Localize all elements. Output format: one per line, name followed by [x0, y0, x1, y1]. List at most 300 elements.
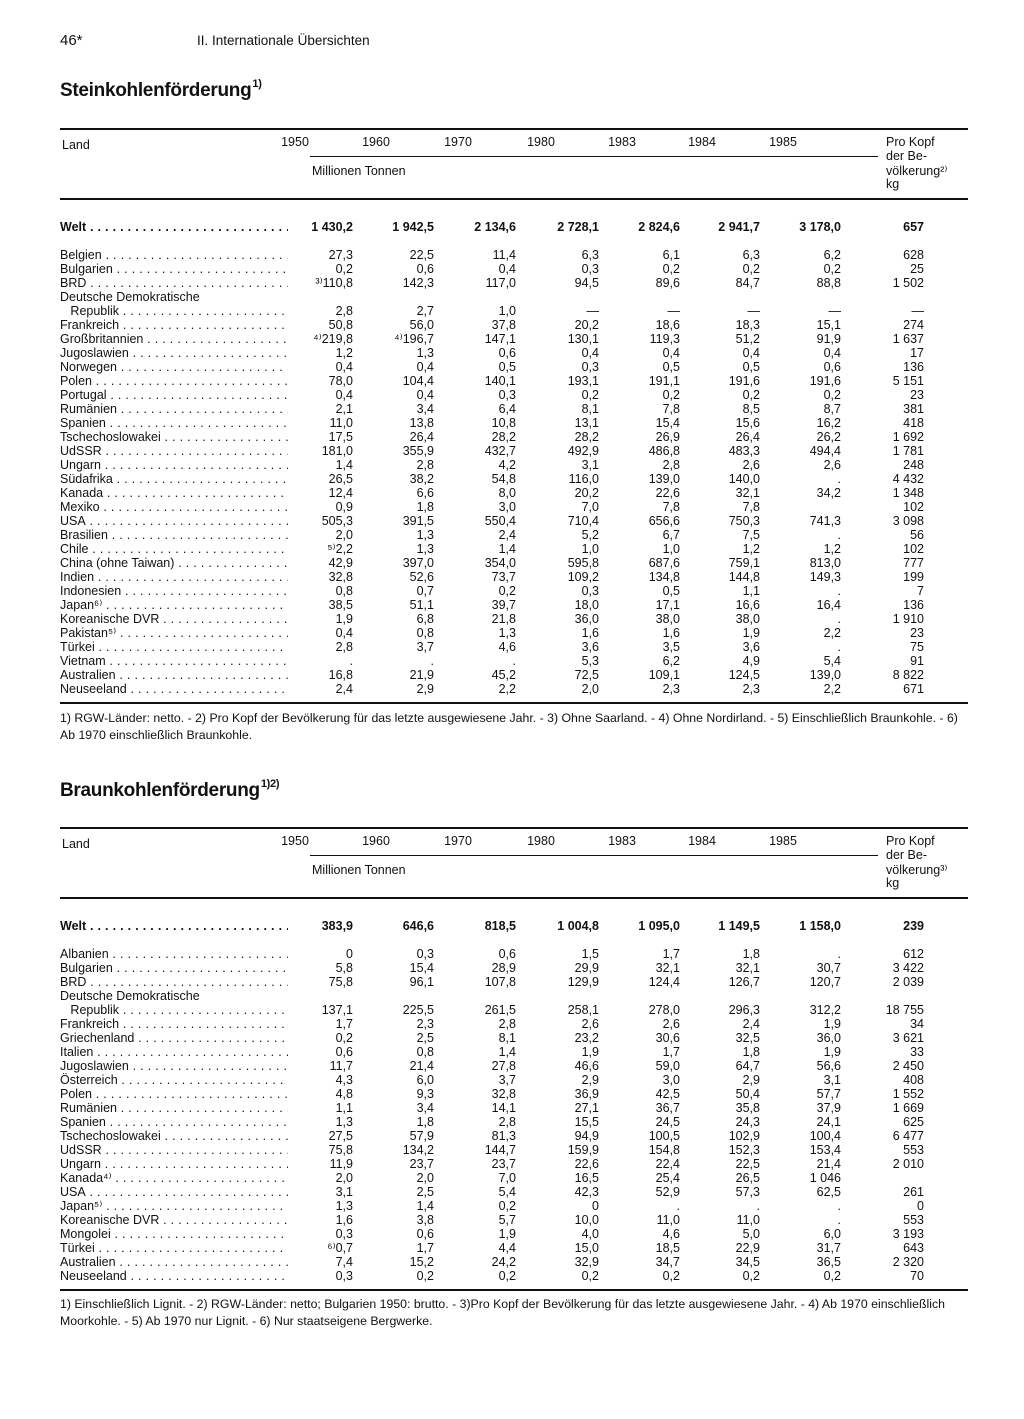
row-label: Polen . . .: [60, 1087, 288, 1101]
row-label: China (ohne Taiwan) . . .: [60, 556, 288, 570]
table-row: [60, 1073, 968, 1087]
row-label: Ungarn . . .: [60, 458, 288, 472]
cell-value: 18,3: [735, 318, 760, 332]
cell-value: 18,5: [655, 1241, 680, 1255]
cell-value: 36,7: [655, 1101, 680, 1115]
cell-value: 129,9: [567, 975, 599, 989]
cell-value: 34: [910, 1017, 924, 1031]
cell-value: 32,9: [574, 1255, 599, 1269]
row-label: Mexiko . . .: [60, 500, 288, 514]
table-row: [60, 1087, 968, 1101]
cell-value: 2,1: [335, 402, 353, 416]
row-label: Großbritannien . . .: [60, 332, 288, 346]
cell-value: 7,8: [662, 402, 680, 416]
cell-value: 1,3: [416, 346, 434, 360]
cell-value: 3,5: [662, 640, 680, 654]
cell-value: 6,3: [742, 248, 760, 262]
cell-value: 657: [903, 220, 924, 234]
row-label: Neuseeland . . .: [60, 1269, 288, 1283]
cell-value: 4,6: [498, 640, 516, 654]
cell-value: 11,0: [329, 416, 353, 430]
cell-value: 91,9: [816, 332, 841, 346]
cell-value: 0,3: [581, 584, 599, 598]
cell-value: 27,3: [328, 248, 353, 262]
cell-value: 15,4: [655, 416, 680, 430]
column-header-year: 1984: [688, 834, 716, 848]
cell-value: 0,6: [416, 262, 434, 276]
cell-value: 32,1: [655, 961, 680, 975]
cell-value: 29,9: [574, 961, 599, 975]
cell-value: 6,6: [416, 486, 434, 500]
cell-value: 0,4: [335, 388, 353, 402]
cell-value: 486,8: [648, 444, 680, 458]
row-label: USA . . .: [60, 514, 288, 528]
cell-value: 15,0: [574, 1241, 599, 1255]
cell-value: 26,5: [735, 1171, 760, 1185]
row-label: BRD . . .: [60, 276, 288, 290]
cell-value: 239: [903, 919, 924, 933]
table-row: [60, 1227, 968, 1241]
table-row: [60, 262, 968, 276]
cell-value: 1,1: [742, 584, 760, 598]
cell-value: 3,4: [416, 1101, 434, 1115]
footnotes-steinkohle: 1) RGW-Länder: netto. - 2) Pro Kopf der Bevölkerung für das letzte ausgewiesene Jahr. - 3) Ohne Saarland. - 4) Ohne Nordirland. - 5) Einschließlich Braunkohle. - 6) Ab 1970 einschließlich Braunkohle.: [60, 711, 958, 742]
cell-value: 191,6: [809, 374, 841, 388]
cell-value: 140,0: [728, 472, 760, 486]
table-row: [60, 1115, 968, 1129]
cell-value: 0,9: [335, 500, 353, 514]
cell-value: 23,2: [574, 1031, 599, 1045]
unit-label: Millionen Tonnen: [312, 863, 406, 877]
cell-value: 144,8: [728, 570, 760, 584]
cell-value: 59,0: [655, 1059, 680, 1073]
table-row: [60, 248, 968, 262]
cell-value: 21,4: [816, 1157, 841, 1171]
row-label: Republik . . .: [60, 1003, 288, 1017]
cell-value: 45,2: [491, 668, 516, 682]
cell-value: 33: [910, 1045, 924, 1059]
cell-value: 2,0: [416, 1171, 434, 1185]
row-label: Tschechoslowakei . . .: [60, 430, 288, 444]
cell-value: 656,6: [648, 514, 680, 528]
cell-value: 3 178,0: [799, 220, 841, 234]
table-row: [60, 1003, 968, 1017]
cell-value: 397,0: [402, 556, 434, 570]
cell-value: 225,5: [402, 1003, 434, 1017]
cell-value: 0,4: [662, 346, 680, 360]
table-row: [60, 584, 968, 598]
cell-value: 595,8: [567, 556, 599, 570]
cell-value: 1 149,5: [718, 919, 760, 933]
cell-value: 0,2: [335, 1031, 353, 1045]
cell-value: 0,3: [581, 262, 599, 276]
cell-value: 75,8: [328, 975, 353, 989]
cell-value: 181,0: [321, 444, 353, 458]
cell-value: 116,0: [568, 472, 599, 486]
cell-value: 0,4: [335, 360, 353, 374]
cell-value: 193,1: [567, 374, 599, 388]
table-row: [60, 1143, 968, 1157]
table-row: [60, 1129, 968, 1143]
cell-value: 0,2: [498, 1199, 516, 1213]
cell-value: 2,9: [416, 682, 434, 696]
cell-value: 1,9: [742, 626, 760, 640]
table-title-braunkohle: Braunkohlenförderung$^{1)2)}$: [60, 778, 280, 801]
table-row: [60, 682, 968, 696]
cell-value: 671: [903, 682, 924, 696]
cell-value: 0,7: [416, 584, 434, 598]
cell-value: 6,4: [498, 402, 516, 416]
cell-value: ⁶⁾0,7: [327, 1241, 353, 1255]
cell-value: —: [667, 304, 680, 318]
row-label: Türkei . . .: [60, 1241, 288, 1255]
cell-value: 0,5: [662, 584, 680, 598]
cell-value: 0,8: [416, 1045, 434, 1059]
cell-value: 3,1: [823, 1073, 841, 1087]
cell-value: 5,3: [581, 654, 599, 668]
cell-value: 15,6: [735, 416, 760, 430]
cell-value: 7,0: [581, 500, 599, 514]
cell-value: 10,8: [491, 416, 516, 430]
cell-value: 37,9: [816, 1101, 841, 1115]
cell-value: 24,5: [655, 1115, 680, 1129]
cell-value: 2,5: [416, 1185, 434, 1199]
cell-value: .: [349, 654, 353, 668]
cell-value: 0,6: [823, 360, 841, 374]
column-header-per-capita: der Be-: [886, 149, 927, 163]
cell-value: 4 432: [892, 472, 924, 486]
cell-value: 759,1: [728, 556, 760, 570]
cell-value: 126,7: [728, 975, 760, 989]
cell-value: 1,4: [498, 542, 516, 556]
cell-value: 17,1: [655, 598, 680, 612]
row-label: Chile . . .: [60, 542, 288, 556]
cell-value: 13,1: [574, 416, 599, 430]
cell-value: 62,5: [816, 1185, 841, 1199]
cell-value: 57,9: [409, 1129, 434, 1143]
table-row: [60, 542, 968, 556]
cell-value: 296,3: [728, 1003, 760, 1017]
cell-value: 2,6: [662, 1017, 680, 1031]
cell-value: 1,2: [335, 346, 353, 360]
cell-value: 7: [917, 584, 924, 598]
table-row: [60, 975, 968, 989]
row-label: Indonesien . . .: [60, 584, 288, 598]
cell-value: 1,8: [742, 1045, 760, 1059]
cell-value: 102: [903, 500, 924, 514]
cell-value: 505,3: [321, 514, 353, 528]
cell-value: 550,4: [484, 514, 516, 528]
cell-value: 22,4: [655, 1157, 680, 1171]
cell-value: 16,5: [574, 1171, 599, 1185]
cell-value: 432,7: [484, 444, 516, 458]
cell-value: 1,2: [823, 542, 841, 556]
table-row: [60, 1171, 968, 1185]
cell-value: 261: [903, 1185, 924, 1199]
cell-value: 8,0: [498, 486, 516, 500]
cell-value: 199: [903, 570, 924, 584]
table-row: [60, 947, 968, 961]
cell-value: 625: [903, 1115, 924, 1129]
cell-value: —: [911, 304, 924, 318]
cell-value: 8,7: [823, 402, 841, 416]
cell-value: 2,4: [742, 1017, 760, 1031]
row-label: Deutsche Demokratische: [60, 989, 200, 1003]
table-row: [60, 1101, 968, 1115]
cell-value: 27,8: [491, 1059, 516, 1073]
cell-value: 3 422: [892, 961, 924, 975]
cell-value: 139,0: [809, 668, 841, 682]
column-header-year: 1983: [608, 834, 636, 848]
cell-value: 0,2: [335, 262, 353, 276]
cell-value: 0,2: [662, 388, 680, 402]
cell-value: 20,2: [574, 318, 599, 332]
cell-value: 0,2: [581, 388, 599, 402]
cell-value: 2,8: [335, 304, 353, 318]
cell-value: .: [837, 584, 841, 598]
table-row: [60, 1241, 968, 1255]
cell-value: 0,3: [335, 1269, 353, 1283]
cell-value: 0,4: [581, 346, 599, 360]
column-header-year: 1960: [362, 834, 390, 848]
cell-value: 38,5: [328, 598, 353, 612]
cell-value: 100,4: [809, 1129, 841, 1143]
table-row-world: [60, 220, 968, 234]
cell-value: .: [837, 1213, 841, 1227]
cell-value: 418: [903, 416, 924, 430]
table-row: [60, 612, 968, 626]
row-label: Italien . . .: [60, 1045, 288, 1059]
cell-value: 6,2: [823, 248, 841, 262]
cell-value: 312,2: [809, 1003, 841, 1017]
cell-value: 6,1: [662, 248, 680, 262]
cell-value: 191,1: [648, 374, 680, 388]
cell-value: 7,5: [742, 528, 760, 542]
cell-value: 119,3: [649, 332, 680, 346]
cell-value: 0,4: [742, 346, 760, 360]
cell-value: 64,7: [735, 1059, 760, 1073]
cell-value: 7,8: [662, 500, 680, 514]
cell-value: 3,0: [662, 1073, 680, 1087]
row-label: Frankreich . . .: [60, 318, 288, 332]
cell-value: 1,3: [498, 626, 516, 640]
table-row: [60, 472, 968, 486]
cell-value: 16,4: [816, 598, 841, 612]
cell-value: 7,0: [498, 1171, 516, 1185]
cell-value: 21,4: [409, 1059, 434, 1073]
cell-value: 4,0: [581, 1227, 599, 1241]
cell-value: 11,9: [329, 1157, 353, 1171]
header-mid-rule: [310, 156, 878, 157]
cell-value: 0,2: [498, 1269, 516, 1283]
cell-value: .: [837, 612, 841, 626]
cell-value: 391,5: [402, 514, 434, 528]
cell-value: 32,8: [491, 1087, 516, 1101]
cell-value: 31,7: [816, 1241, 841, 1255]
cell-value: 24,1: [816, 1115, 841, 1129]
cell-value: 2 824,6: [638, 220, 680, 234]
table-bottom-rule: [60, 1289, 968, 1291]
column-header-per-capita: Pro Kopf: [886, 834, 935, 848]
cell-value: 0,4: [823, 346, 841, 360]
table-row: [60, 486, 968, 500]
cell-value: 130,1: [567, 332, 599, 346]
row-label: Republik . . .: [60, 304, 288, 318]
cell-value: 813,0: [809, 556, 841, 570]
table-steinkohle: [60, 128, 968, 698]
row-label: Jugoslawien . . .: [60, 346, 288, 360]
cell-value: 22,5: [409, 248, 434, 262]
cell-value: 26,9: [655, 430, 680, 444]
cell-value: 56,6: [816, 1059, 841, 1073]
cell-value: 22,6: [655, 486, 680, 500]
column-header-per-capita: kg: [886, 177, 900, 191]
row-label: UdSSR . . .: [60, 1143, 288, 1157]
cell-value: 741,3: [809, 514, 841, 528]
cell-value: 483,3: [728, 444, 760, 458]
cell-value: 2,3: [416, 1017, 434, 1031]
column-header-land: Land: [62, 138, 90, 152]
column-header-year: 1985: [769, 135, 797, 149]
cell-value: 20,2: [574, 486, 599, 500]
cell-value: 2,2: [823, 626, 841, 640]
cell-value: 7,4: [335, 1255, 353, 1269]
cell-value: 6,0: [823, 1227, 841, 1241]
table-row: [60, 1031, 968, 1045]
cell-value: 15,4: [409, 961, 434, 975]
cell-value: 159,9: [567, 1143, 599, 1157]
cell-value: —: [828, 304, 841, 318]
cell-value: 2,0: [581, 682, 599, 696]
cell-value: 144,7: [484, 1143, 516, 1157]
cell-value: 136: [903, 598, 924, 612]
cell-value: 8,5: [742, 402, 760, 416]
cell-value: 646,6: [402, 919, 434, 933]
cell-value: 1,3: [416, 528, 434, 542]
cell-value: 34,2: [816, 486, 841, 500]
cell-value: 1,9: [823, 1017, 841, 1031]
table-row: [60, 444, 968, 458]
cell-value: 1,0: [498, 304, 516, 318]
cell-value: 140,1: [484, 374, 516, 388]
cell-value: 355,9: [402, 444, 434, 458]
row-label: Österreich . . .: [60, 1073, 288, 1087]
cell-value: 28,9: [491, 961, 516, 975]
row-label: Welt . . .: [60, 220, 288, 234]
cell-value: 15,5: [574, 1115, 599, 1129]
cell-value: 57,3: [735, 1185, 760, 1199]
table-row: [60, 500, 968, 514]
cell-value: 24,3: [735, 1115, 760, 1129]
table-row: [60, 374, 968, 388]
cell-value: 2,3: [742, 682, 760, 696]
cell-value: 7,8: [742, 500, 760, 514]
cell-value: 5,0: [742, 1227, 760, 1241]
cell-value: 39,7: [491, 598, 516, 612]
column-header-per-capita: kg: [886, 876, 900, 890]
row-label: Australien . . .: [60, 668, 288, 682]
cell-value: 25,4: [655, 1171, 680, 1185]
cell-value: 612: [903, 947, 924, 961]
cell-value: 0,5: [742, 360, 760, 374]
cell-value: 36,0: [574, 612, 599, 626]
cell-value: 0,2: [416, 1269, 434, 1283]
header-mid-rule: [310, 855, 878, 856]
table-row: [60, 668, 968, 682]
cell-value: 0,8: [416, 626, 434, 640]
cell-value: 91: [910, 654, 924, 668]
cell-value: ⁵⁾2,2: [327, 542, 353, 556]
cell-value: 96,1: [409, 975, 434, 989]
table-row: [60, 1213, 968, 1227]
row-label: Japan⁶⁾ . . .: [60, 598, 288, 612]
cell-value: 3,8: [416, 1213, 434, 1227]
table-row: [60, 1185, 968, 1199]
cell-value: 152,3: [728, 1143, 760, 1157]
row-label: Albanien . . .: [60, 947, 288, 961]
table-row: [60, 989, 968, 1003]
cell-value: 56,0: [409, 318, 434, 332]
cell-value: ⁴⁾196,7: [394, 332, 434, 346]
cell-value: 2 134,6: [474, 220, 516, 234]
cell-value: 100,5: [648, 1129, 680, 1143]
cell-value: 50,8: [328, 318, 353, 332]
cell-value: 27,1: [574, 1101, 599, 1115]
column-header-year: 1980: [527, 834, 555, 848]
cell-value: 0,2: [742, 388, 760, 402]
cell-value: 3 621: [892, 1031, 924, 1045]
unit-label: Millionen Tonnen: [312, 164, 406, 178]
cell-value: 2 728,1: [557, 220, 599, 234]
column-header-year: 1985: [769, 834, 797, 848]
cell-value: 1,7: [662, 1045, 680, 1059]
cell-value: 11,0: [656, 1213, 680, 1227]
cell-value: 8,1: [498, 1031, 516, 1045]
cell-value: 1,4: [416, 1199, 434, 1213]
cell-value: 3,7: [416, 640, 434, 654]
cell-value: 0: [592, 1199, 599, 1213]
cell-value: 1 552: [892, 1087, 924, 1101]
cell-value: —: [747, 304, 760, 318]
column-header-per-capita: völkerung²⁾: [886, 164, 948, 178]
column-header-year: 1970: [444, 135, 472, 149]
cell-value: 1 669: [892, 1101, 924, 1115]
cell-value: 36,9: [574, 1087, 599, 1101]
cell-value: 70: [910, 1269, 924, 1283]
cell-value: 2,9: [581, 1073, 599, 1087]
cell-value: 2,0: [335, 528, 353, 542]
column-header-year: 1950: [281, 135, 309, 149]
cell-value: 0,2: [581, 1269, 599, 1283]
table-row: [60, 458, 968, 472]
cell-value: 12,4: [328, 486, 353, 500]
row-label: Kanada . . .: [60, 486, 288, 500]
cell-value: 0,3: [335, 1227, 353, 1241]
cell-value: 10,0: [574, 1213, 599, 1227]
cell-value: 3,6: [581, 640, 599, 654]
cell-value: 2,6: [581, 1017, 599, 1031]
row-label: Koreanische DVR . . .: [60, 1213, 288, 1227]
cell-value: 0,6: [416, 1227, 434, 1241]
cell-value: 248: [903, 458, 924, 472]
table-row: [60, 290, 968, 304]
cell-value: 274: [903, 318, 924, 332]
cell-value: 104,4: [402, 374, 434, 388]
cell-value: 18 755: [885, 1003, 924, 1017]
cell-value: 0,5: [498, 360, 516, 374]
section-title: II. Internationale Übersichten: [197, 33, 370, 48]
cell-value: 142,3: [402, 276, 434, 290]
